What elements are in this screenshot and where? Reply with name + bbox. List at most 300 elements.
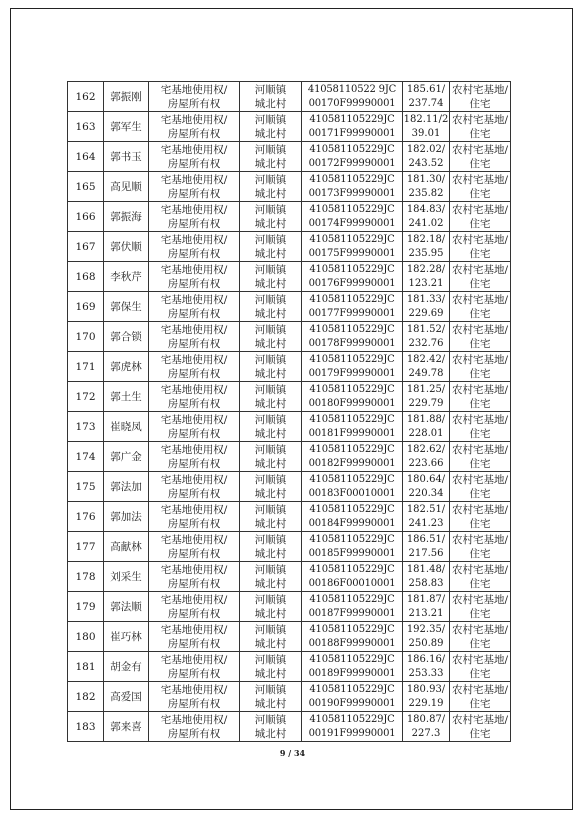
owner-name-cell xyxy=(104,292,149,322)
location-cell xyxy=(240,712,302,742)
location-text: 河顺镇 xyxy=(254,563,287,576)
unit-code-text: 00172F99990001 xyxy=(308,157,396,169)
right-type-cell xyxy=(149,352,240,382)
table-row xyxy=(68,202,511,232)
row-number-cell xyxy=(68,202,104,232)
right-type-cell xyxy=(149,172,240,202)
unit-code-text: 00188F99990001 xyxy=(308,637,396,649)
land-use-cell xyxy=(450,682,511,712)
right-type-text: 宅基地使用权/ xyxy=(160,293,228,306)
unit-code-text: 410581105229JC xyxy=(309,653,395,665)
area-text: 123.21 xyxy=(408,277,444,289)
area-cell xyxy=(403,382,450,412)
area-cell xyxy=(403,412,450,442)
owner-name-text: 郭法加 xyxy=(110,480,142,493)
row-number-text: 172 xyxy=(75,390,96,403)
area-text: 180.64/ xyxy=(406,473,446,485)
table-row xyxy=(68,442,511,472)
area-text: 229.79 xyxy=(408,397,444,409)
table-row xyxy=(68,292,511,322)
land-use-cell xyxy=(450,562,511,592)
row-number-text: 165 xyxy=(75,180,96,193)
area-text: 192.35/ xyxy=(406,623,446,635)
right-type-text: 宅基地使用权/ xyxy=(160,653,228,666)
row-number-text: 163 xyxy=(75,120,96,133)
owner-name-text: 郭合锁 xyxy=(110,330,142,343)
right-type-text: 宅基地使用权/ xyxy=(160,113,228,126)
right-type-text: 宅基地使用权/ xyxy=(160,533,228,546)
location-text: 河顺镇 xyxy=(254,113,287,126)
area-text: 181.25/ xyxy=(406,383,446,395)
owner-name-cell xyxy=(104,142,149,172)
row-number-cell xyxy=(68,652,104,682)
row-number-text: 173 xyxy=(75,420,96,433)
owner-name-text: 郭广金 xyxy=(110,450,142,463)
unit-code-cell xyxy=(302,172,403,202)
right-type-text: 宅基地使用权/ xyxy=(160,353,228,366)
table-row xyxy=(68,352,511,382)
row-number-text: 176 xyxy=(75,510,96,523)
land-use-cell xyxy=(450,202,511,232)
area-text: 241.23 xyxy=(408,517,444,529)
row-number-cell xyxy=(68,232,104,262)
owner-name-text: 郭伏顺 xyxy=(110,240,142,253)
unit-code-text: 410581105229JC xyxy=(309,113,395,125)
land-use-cell xyxy=(450,142,511,172)
right-type-text: 宅基地使用权/ xyxy=(160,203,228,216)
location-text: 河顺镇 xyxy=(254,413,287,426)
location-text: 河顺镇 xyxy=(254,293,287,306)
land-use-cell xyxy=(450,82,511,112)
land-use-text: 住宅 xyxy=(469,607,491,620)
unit-code-text: 00181F99990001 xyxy=(308,427,396,439)
area-cell xyxy=(403,322,450,352)
unit-code-text: 410581105229JC xyxy=(309,503,395,515)
area-cell xyxy=(403,232,450,262)
location-text: 城北村 xyxy=(254,247,287,260)
land-use-text: 农村宅基地/ xyxy=(451,323,509,336)
land-use-cell xyxy=(450,652,511,682)
area-cell xyxy=(403,622,450,652)
owner-name-text: 郭土生 xyxy=(110,390,142,403)
location-cell xyxy=(240,442,302,472)
location-text: 城北村 xyxy=(254,667,287,680)
area-text: 241.02 xyxy=(408,217,444,229)
unit-code-cell xyxy=(302,472,403,502)
location-cell xyxy=(240,322,302,352)
unit-code-cell xyxy=(302,322,403,352)
unit-code-text: 410581105229JC xyxy=(309,323,395,335)
right-type-text: 房屋所有权 xyxy=(167,277,221,290)
location-text: 城北村 xyxy=(254,337,287,350)
location-text: 河顺镇 xyxy=(254,623,287,636)
row-number-cell xyxy=(68,292,104,322)
land-use-cell xyxy=(450,412,511,442)
area-text: 182.51/ xyxy=(406,503,446,515)
land-use-text: 住宅 xyxy=(469,427,491,440)
land-use-text: 农村宅基地/ xyxy=(451,683,509,696)
land-use-text: 农村宅基地/ xyxy=(451,563,509,576)
right-type-cell xyxy=(149,622,240,652)
row-number-cell xyxy=(68,442,104,472)
owner-name-cell xyxy=(104,622,149,652)
area-text: 229.19 xyxy=(408,697,444,709)
land-use-text: 农村宅基地/ xyxy=(451,233,509,246)
table-row xyxy=(68,82,511,112)
location-text: 河顺镇 xyxy=(254,203,287,216)
location-cell xyxy=(240,532,302,562)
location-cell xyxy=(240,472,302,502)
land-use-text: 农村宅基地/ xyxy=(451,413,509,426)
right-type-text: 房屋所有权 xyxy=(167,187,221,200)
unit-code-text: 410581105229JC xyxy=(309,353,395,365)
land-use-text: 住宅 xyxy=(469,277,491,290)
unit-code-text: 00179F99990001 xyxy=(308,367,396,379)
right-type-text: 宅基地使用权/ xyxy=(160,83,228,96)
land-use-text: 农村宅基地/ xyxy=(451,383,509,396)
right-type-text: 房屋所有权 xyxy=(167,247,221,260)
unit-code-cell xyxy=(302,352,403,382)
right-type-text: 宅基地使用权/ xyxy=(160,233,228,246)
right-type-text: 房屋所有权 xyxy=(167,727,221,740)
area-text: 181.33/ xyxy=(406,293,446,305)
location-cell xyxy=(240,112,302,142)
owner-name-cell xyxy=(104,712,149,742)
land-use-text: 住宅 xyxy=(469,487,491,500)
area-cell xyxy=(403,442,450,472)
right-type-cell xyxy=(149,442,240,472)
location-text: 河顺镇 xyxy=(254,143,287,156)
unit-code-cell xyxy=(302,112,403,142)
location-text: 城北村 xyxy=(254,187,287,200)
right-type-text: 房屋所有权 xyxy=(167,547,221,560)
unit-code-text: 00171F99990001 xyxy=(308,127,396,139)
location-cell xyxy=(240,262,302,292)
right-type-cell xyxy=(149,292,240,322)
land-use-text: 农村宅基地/ xyxy=(451,713,509,726)
owner-name-cell xyxy=(104,682,149,712)
land-use-text: 农村宅基地/ xyxy=(451,143,509,156)
land-use-text: 农村宅基地/ xyxy=(451,113,509,126)
unit-code-text: 00173F99990001 xyxy=(308,187,396,199)
area-text: 249.78 xyxy=(408,367,444,379)
unit-code-text: 00178F99990001 xyxy=(308,337,396,349)
location-cell xyxy=(240,682,302,712)
right-type-cell xyxy=(149,112,240,142)
right-type-cell xyxy=(149,532,240,562)
table-row xyxy=(68,112,511,142)
owner-name-cell xyxy=(104,472,149,502)
right-type-cell xyxy=(149,562,240,592)
area-cell xyxy=(403,682,450,712)
unit-code-text: 410581105229JC xyxy=(309,173,395,185)
row-number-text: 180 xyxy=(75,630,96,643)
area-text: 182.42/ xyxy=(406,353,446,365)
location-text: 河顺镇 xyxy=(254,533,287,546)
area-cell xyxy=(403,652,450,682)
location-text: 河顺镇 xyxy=(254,353,287,366)
right-type-cell xyxy=(149,262,240,292)
land-use-text: 农村宅基地/ xyxy=(451,593,509,606)
location-text: 城北村 xyxy=(254,487,287,500)
location-cell xyxy=(240,592,302,622)
table-row xyxy=(68,322,511,352)
location-text: 河顺镇 xyxy=(254,443,287,456)
land-use-text: 农村宅基地/ xyxy=(451,173,509,186)
unit-code-text: 410581105229JC xyxy=(309,293,395,305)
owner-name-cell xyxy=(104,442,149,472)
row-number-cell xyxy=(68,112,104,142)
location-cell xyxy=(240,142,302,172)
location-text: 城北村 xyxy=(254,427,287,440)
unit-code-text: 410581105229JC xyxy=(309,473,395,485)
right-type-cell xyxy=(149,82,240,112)
table-row xyxy=(68,412,511,442)
owner-name-cell xyxy=(104,652,149,682)
location-text: 城北村 xyxy=(254,547,287,560)
owner-name-cell xyxy=(104,532,149,562)
right-type-text: 宅基地使用权/ xyxy=(160,413,228,426)
location-cell xyxy=(240,352,302,382)
area-cell xyxy=(403,142,450,172)
right-type-cell xyxy=(149,472,240,502)
right-type-text: 宅基地使用权/ xyxy=(160,623,228,636)
unit-code-text: 410581105229JC xyxy=(309,413,395,425)
row-number-text: 174 xyxy=(75,450,96,463)
unit-code-text: 00174F99990001 xyxy=(308,217,396,229)
row-number-text: 169 xyxy=(75,300,96,313)
owner-name-text: 李秋芹 xyxy=(110,270,142,283)
unit-code-text: 410581105229JC xyxy=(309,143,395,155)
row-number-cell xyxy=(68,682,104,712)
owner-name-text: 高献林 xyxy=(110,540,142,553)
unit-code-text: 410581105229JC xyxy=(309,563,395,575)
table-row xyxy=(68,592,511,622)
location-text: 河顺镇 xyxy=(254,503,287,516)
land-use-text: 住宅 xyxy=(469,217,491,230)
area-text: 228.01 xyxy=(408,427,444,439)
right-type-text: 宅基地使用权/ xyxy=(160,473,228,486)
unit-code-text: 00170F99990001 xyxy=(308,97,396,109)
area-text: 39.01 xyxy=(411,127,441,139)
area-cell xyxy=(403,472,450,502)
location-text: 河顺镇 xyxy=(254,713,287,726)
location-cell xyxy=(240,652,302,682)
row-number-cell xyxy=(68,142,104,172)
right-type-cell xyxy=(149,202,240,232)
land-use-text: 农村宅基地/ xyxy=(451,623,509,636)
table-row xyxy=(68,142,511,172)
unit-code-text: 410581105229JC xyxy=(309,713,395,725)
land-use-text: 住宅 xyxy=(469,667,491,680)
right-type-text: 宅基地使用权/ xyxy=(160,563,228,576)
location-text: 城北村 xyxy=(254,157,287,170)
right-type-text: 房屋所有权 xyxy=(167,427,221,440)
location-cell xyxy=(240,562,302,592)
location-text: 城北村 xyxy=(254,277,287,290)
owner-name-cell xyxy=(104,202,149,232)
land-use-text: 农村宅基地/ xyxy=(451,533,509,546)
land-use-cell xyxy=(450,262,511,292)
owner-name-text: 崔晓凤 xyxy=(110,420,142,433)
right-type-text: 房屋所有权 xyxy=(167,607,221,620)
area-text: 180.87/ xyxy=(406,713,446,725)
land-use-cell xyxy=(450,382,511,412)
right-type-text: 房屋所有权 xyxy=(167,97,221,110)
location-text: 城北村 xyxy=(254,577,287,590)
land-use-text: 住宅 xyxy=(469,697,491,710)
location-cell xyxy=(240,232,302,262)
right-type-text: 房屋所有权 xyxy=(167,637,221,650)
owner-name-cell xyxy=(104,172,149,202)
land-use-text: 住宅 xyxy=(469,187,491,200)
location-text: 河顺镇 xyxy=(254,383,287,396)
unit-code-cell xyxy=(302,382,403,412)
owner-name-text: 胡金有 xyxy=(110,660,142,673)
right-type-text: 宅基地使用权/ xyxy=(160,503,228,516)
area-cell xyxy=(403,202,450,232)
area-cell xyxy=(403,172,450,202)
unit-code-text: 410581105229JC xyxy=(309,683,395,695)
area-cell xyxy=(403,352,450,382)
right-type-cell xyxy=(149,652,240,682)
right-type-cell xyxy=(149,142,240,172)
land-use-cell xyxy=(450,622,511,652)
unit-code-text: 00184F99990001 xyxy=(308,517,396,529)
row-number-cell xyxy=(68,412,104,442)
unit-code-cell xyxy=(302,562,403,592)
land-use-text: 住宅 xyxy=(469,637,491,650)
right-type-text: 房屋所有权 xyxy=(167,397,221,410)
land-use-text: 住宅 xyxy=(469,307,491,320)
right-type-text: 房屋所有权 xyxy=(167,367,221,380)
area-text: 181.52/ xyxy=(406,323,446,335)
area-text: 227.3 xyxy=(411,727,441,739)
row-number-cell xyxy=(68,532,104,562)
area-text: 186.51/ xyxy=(406,533,446,545)
land-use-text: 农村宅基地/ xyxy=(451,653,509,666)
unit-code-text: 410581105229JC xyxy=(309,593,395,605)
land-use-cell xyxy=(450,532,511,562)
area-text: 258.83 xyxy=(408,577,444,589)
unit-code-cell xyxy=(302,232,403,262)
owner-name-cell xyxy=(104,82,149,112)
area-text: 243.52 xyxy=(408,157,444,169)
table-row xyxy=(68,382,511,412)
unit-code-cell xyxy=(302,532,403,562)
area-text: 181.30/ xyxy=(406,173,446,185)
unit-code-cell xyxy=(302,712,403,742)
owner-name-cell xyxy=(104,562,149,592)
row-number-cell xyxy=(68,622,104,652)
right-type-cell xyxy=(149,502,240,532)
right-type-text: 宅基地使用权/ xyxy=(160,173,228,186)
location-text: 城北村 xyxy=(254,127,287,140)
land-use-text: 住宅 xyxy=(469,367,491,380)
area-text: 220.34 xyxy=(408,487,444,499)
area-text: 182.62/ xyxy=(406,443,446,455)
owner-name-cell xyxy=(104,352,149,382)
land-use-text: 农村宅基地/ xyxy=(451,353,509,366)
land-use-cell xyxy=(450,172,511,202)
location-text: 河顺镇 xyxy=(254,653,287,666)
table-row xyxy=(68,472,511,502)
land-use-cell xyxy=(450,112,511,142)
unit-code-text: 410581105229JC xyxy=(309,443,395,455)
row-number-cell xyxy=(68,712,104,742)
unit-code-text: 00177F99990001 xyxy=(308,307,396,319)
owner-name-text: 郭保生 xyxy=(110,300,142,313)
location-text: 城北村 xyxy=(254,637,287,650)
area-text: 235.82 xyxy=(408,187,444,199)
row-number-text: 175 xyxy=(75,480,96,493)
registration-table xyxy=(67,81,511,742)
area-text: 250.89 xyxy=(408,637,444,649)
land-use-cell xyxy=(450,472,511,502)
row-number-cell xyxy=(68,322,104,352)
location-cell xyxy=(240,172,302,202)
unit-code-cell xyxy=(302,202,403,232)
area-text: 237.74 xyxy=(408,97,444,109)
right-type-cell xyxy=(149,232,240,262)
owner-name-cell xyxy=(104,232,149,262)
row-number-cell xyxy=(68,472,104,502)
area-cell xyxy=(403,532,450,562)
location-text: 城北村 xyxy=(254,607,287,620)
unit-code-cell xyxy=(302,262,403,292)
land-use-text: 农村宅基地/ xyxy=(451,293,509,306)
area-text: 213.21 xyxy=(408,607,444,619)
right-type-text: 宅基地使用权/ xyxy=(160,263,228,276)
area-text: 232.76 xyxy=(408,337,444,349)
right-type-text: 房屋所有权 xyxy=(167,157,221,170)
location-text: 城北村 xyxy=(254,217,287,230)
land-use-cell xyxy=(450,502,511,532)
row-number-text: 164 xyxy=(75,150,96,163)
land-use-cell xyxy=(450,292,511,322)
unit-code-text: 00190F99990001 xyxy=(308,697,396,709)
unit-code-text: 00186F00010001 xyxy=(308,577,396,589)
right-type-text: 宅基地使用权/ xyxy=(160,323,228,336)
location-text: 城北村 xyxy=(254,727,287,740)
unit-code-cell xyxy=(302,442,403,472)
land-use-text: 住宅 xyxy=(469,97,491,110)
unit-code-cell xyxy=(302,682,403,712)
table-row xyxy=(68,172,511,202)
table-row xyxy=(68,622,511,652)
location-cell xyxy=(240,622,302,652)
land-use-text: 住宅 xyxy=(469,397,491,410)
area-cell xyxy=(403,502,450,532)
owner-name-text: 郭来喜 xyxy=(110,720,142,733)
location-text: 城北村 xyxy=(254,97,287,110)
owner-name-text: 高见顺 xyxy=(110,180,142,193)
owner-name-text: 郭法顺 xyxy=(110,600,142,613)
unit-code-text: 410581105229JC xyxy=(309,533,395,545)
right-type-text: 房屋所有权 xyxy=(167,577,221,590)
unit-code-cell xyxy=(302,592,403,622)
table-row xyxy=(68,712,511,742)
land-use-text: 住宅 xyxy=(469,547,491,560)
right-type-text: 房屋所有权 xyxy=(167,487,221,500)
unit-code-cell xyxy=(302,142,403,172)
area-text: 223.66 xyxy=(408,457,444,469)
row-number-text: 170 xyxy=(75,330,96,343)
land-use-text: 农村宅基地/ xyxy=(451,443,509,456)
row-number-cell xyxy=(68,172,104,202)
land-use-cell xyxy=(450,712,511,742)
row-number-text: 168 xyxy=(75,270,96,283)
